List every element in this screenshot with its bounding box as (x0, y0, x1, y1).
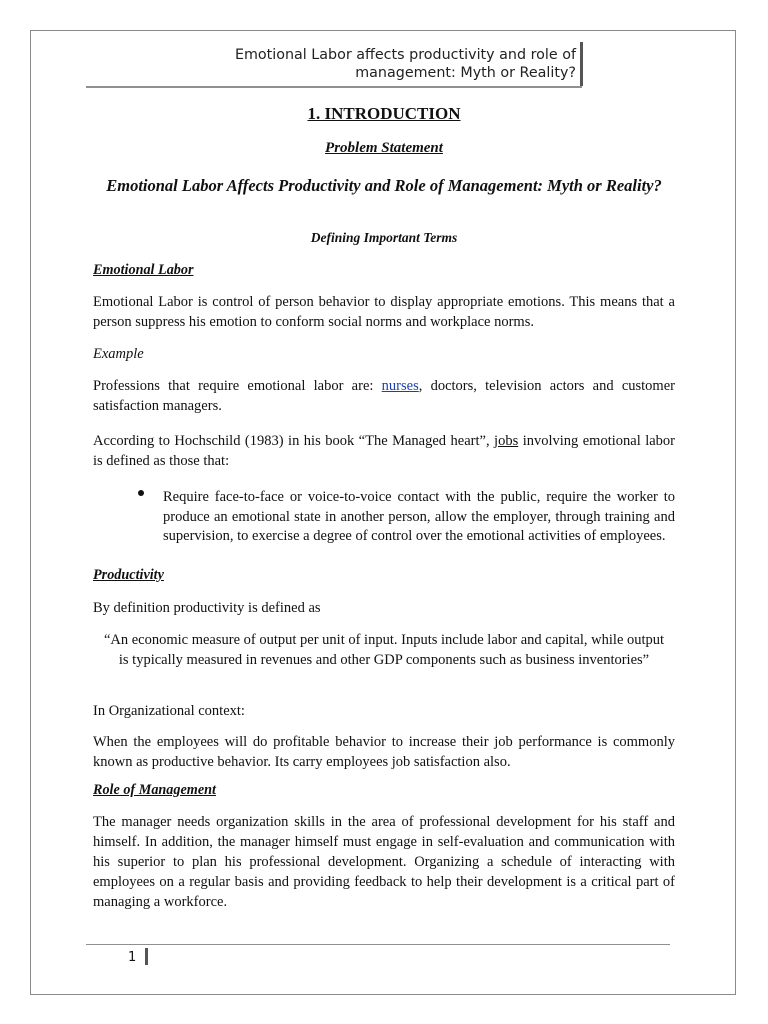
section-heading: 1. INTRODUCTION (307, 104, 461, 123)
productivity-heading: Productivity (93, 567, 164, 583)
hochschild-suffix: involving emotional labor is defined as those that: (93, 433, 675, 469)
hochschild-prefix: According to Hochschild (1983) in his book “The Managed heart”, (93, 433, 495, 449)
professions-prefix: Professions that require emotional labor are: (93, 378, 382, 394)
nurses-link[interactable]: nurses (381, 378, 419, 394)
header-bar (580, 42, 583, 86)
hochschild-paragraph (93, 431, 675, 471)
problem-statement-heading: Problem Statement (325, 140, 443, 156)
example-label: Example (93, 346, 144, 362)
emotional-labor-definition: Emotional Labor is control of person behavior to display appropriate emotions. This means that a person suppress his emotion to conform social norms and workplace norms. (93, 294, 675, 330)
footer-rule (86, 944, 670, 945)
page-number: 1 (128, 950, 137, 965)
role-of-management-text: The manager needs organization skills in the area of professional development for his staff and himself. In addition, the manager himself must engage in self-evaluation and communication with his superior to plan his professional development. Organizing a schedule of interacting with employees on a regular basis and providing feedback to help their development is a critical part of managing a workforce. (93, 814, 675, 910)
header-rule (86, 86, 582, 88)
running-header-line-2: management: Myth or Reality? (355, 65, 576, 81)
running-header-line-1: Emotional Labor affects productivity and role of (234, 47, 576, 63)
defining-terms-heading: Defining Important Terms (310, 230, 458, 245)
bullet-icon (138, 490, 144, 496)
bullet-item: Require face-to-face or voice-to-voice contact with the public, require the worker to produce an emotional state in another person, allow the employer, through training and supervision, to exercise a degree of control over the emotional activities of employees. (163, 489, 675, 544)
professions-suffix: , doctors, television actors and customer satisfaction managers. (93, 378, 675, 414)
role-of-management-heading: Role of Management (93, 782, 216, 798)
running-header (170, 46, 576, 82)
professions-paragraph (93, 376, 675, 416)
footer-bar (145, 948, 148, 965)
productivity-intro: By definition productivity is defined as (93, 600, 321, 616)
document-title: Emotional Labor Affects Productivity and Role of Management: Myth or Reality? (106, 176, 662, 195)
emotional-labor-heading: Emotional Labor (93, 262, 194, 278)
organizational-context-label: In Organizational context: (93, 703, 245, 719)
productivity-quote: “An economic measure of output per unit of input. Inputs include labor and capital, while output is typically measured in revenues and other GDP components such as business inventories” (103, 632, 665, 668)
jobs-link[interactable]: jobs (494, 433, 519, 449)
organizational-context-text: When the employees will do profitable behavior to increase their job performance is commonly known as productive behavior. Its carry employees job satisfaction also. (93, 734, 675, 770)
